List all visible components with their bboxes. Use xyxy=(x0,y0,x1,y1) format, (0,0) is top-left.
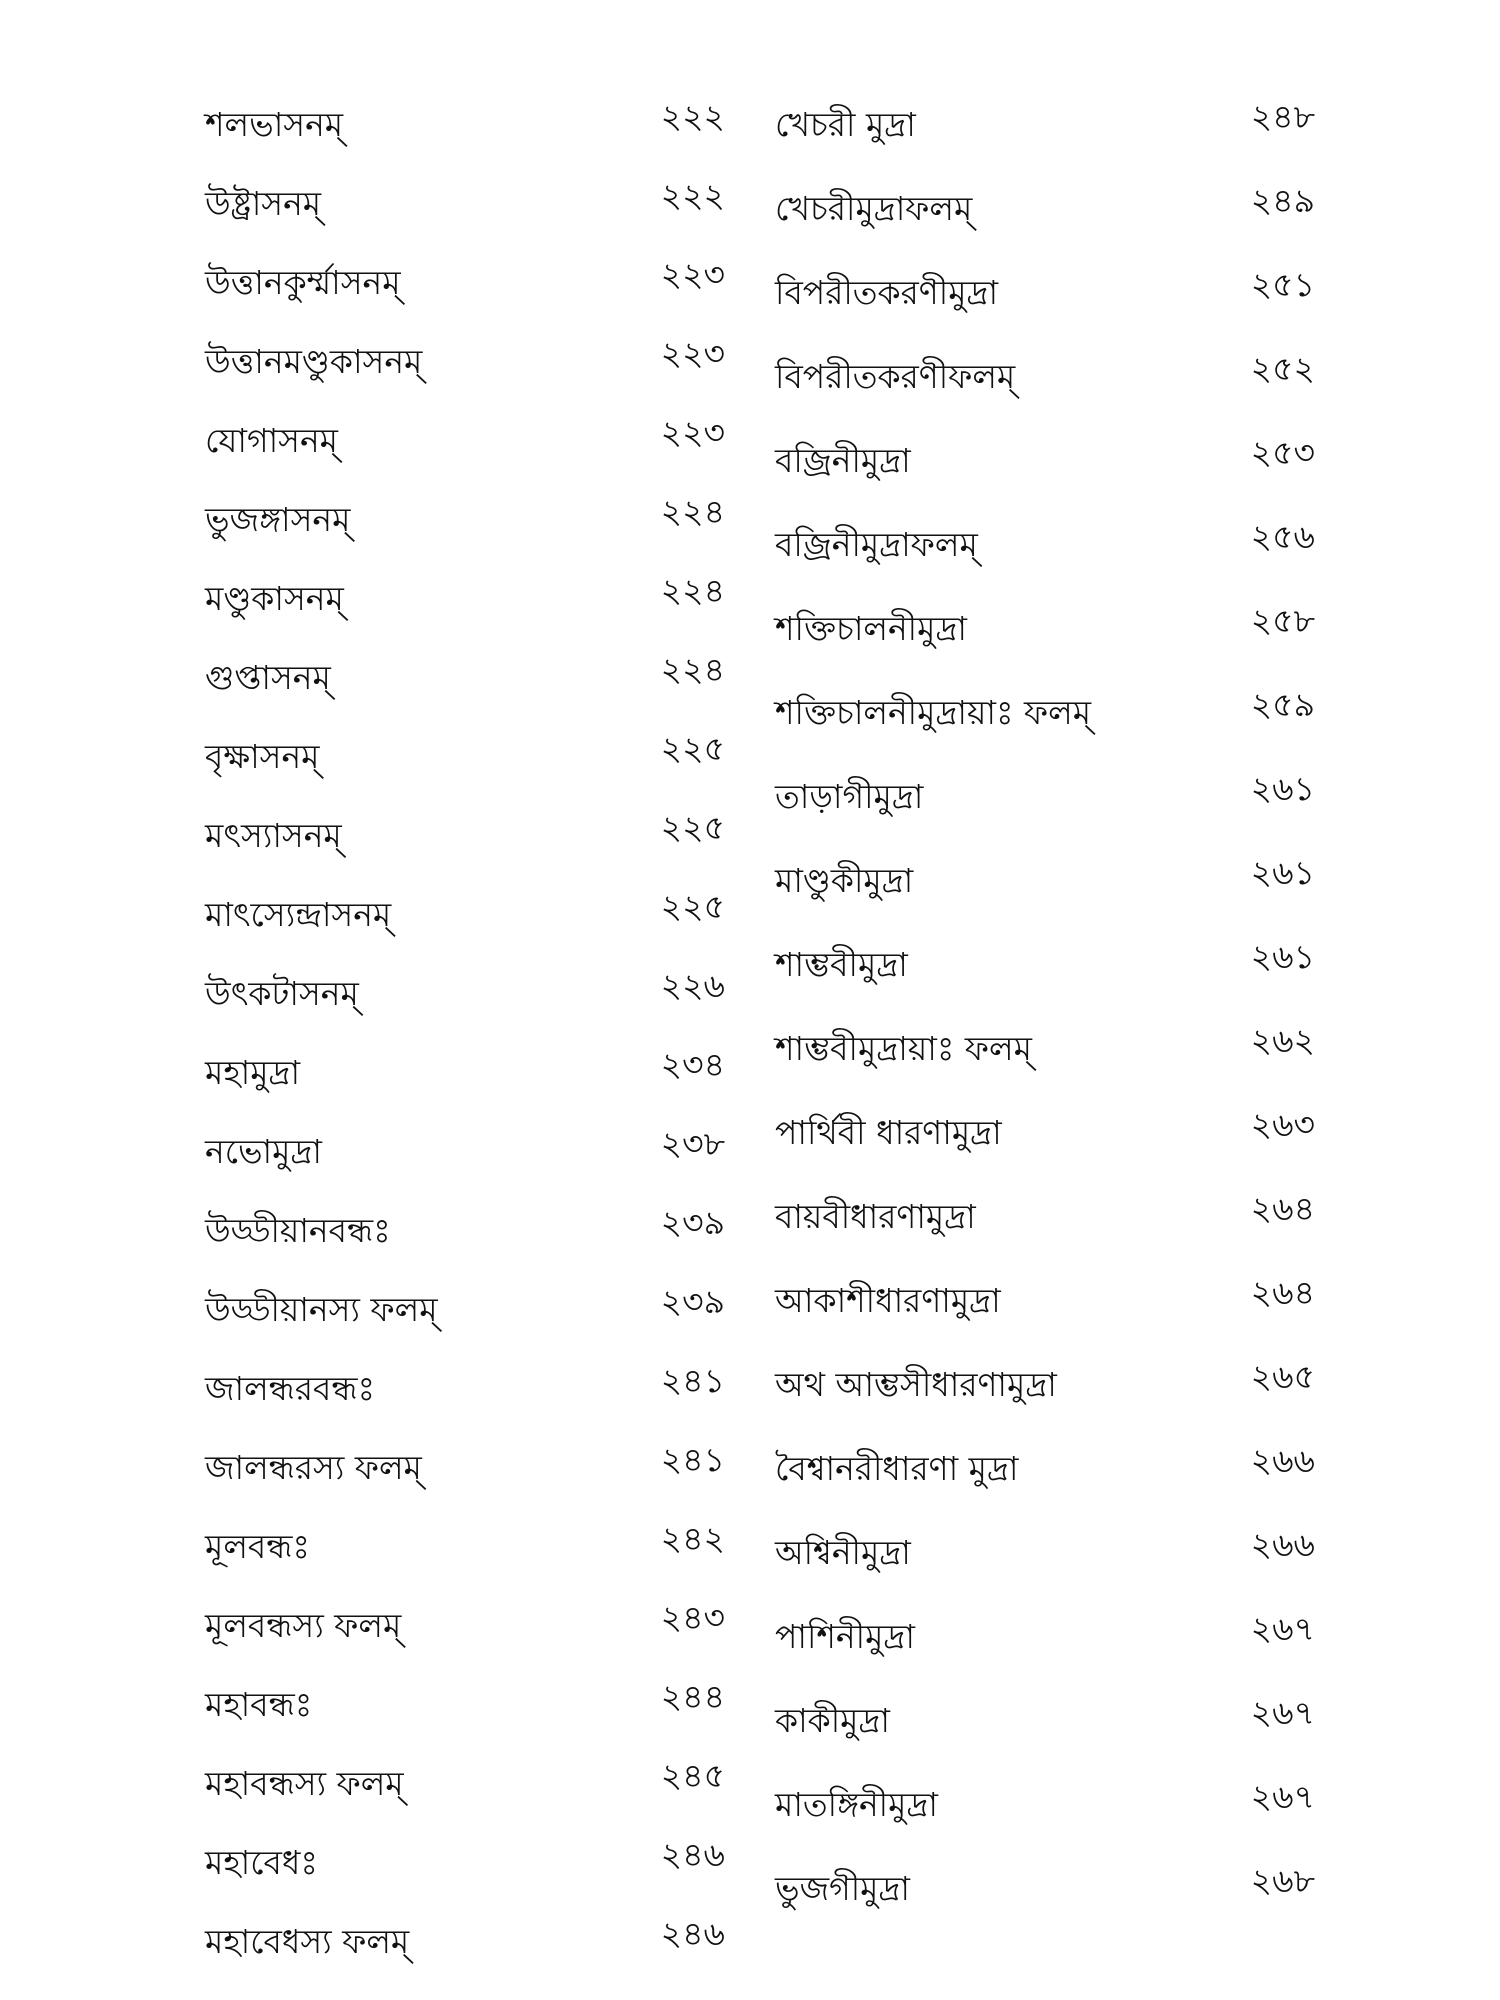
toc-entry-title: মাণ্ডুকীমুদ্রা xyxy=(775,861,914,900)
toc-entry xyxy=(775,1688,1315,1772)
toc-entry-page: ২২৩ xyxy=(660,255,725,294)
toc-entry xyxy=(775,1436,1315,1520)
toc-entry xyxy=(205,1909,725,1988)
toc-entry xyxy=(205,961,725,1040)
toc-entry xyxy=(775,1856,1315,1940)
toc-entry xyxy=(775,680,1315,764)
toc-entry-title: বায়বীধারণামুদ্রা xyxy=(775,1197,976,1236)
toc-entry xyxy=(775,428,1315,512)
toc-entry xyxy=(205,724,725,803)
toc-entry-page: ২৬১ xyxy=(1250,769,1315,808)
toc-entry xyxy=(205,1356,725,1435)
toc-entry-title: অথ আম্ভসীধারণামুদ্রা xyxy=(775,1365,1057,1404)
toc-entry-title: গুপ্তাসনম্ xyxy=(205,658,331,697)
toc-entry-page: ২২৬ xyxy=(660,966,725,1005)
toc-entry xyxy=(775,1772,1315,1856)
toc-entry-title: খেচরীমুদ্রাফলম্ xyxy=(775,189,973,228)
toc-entry-page: ২৫২ xyxy=(1250,349,1315,388)
toc-entry-page: ২৪৬ xyxy=(660,1914,725,1953)
toc-entry xyxy=(205,487,725,566)
toc-entry-title: উড্ডীয়ানবন্ধঃ xyxy=(205,1211,391,1250)
toc-entry xyxy=(775,848,1315,932)
toc-entry-title: ভুজঙ্গাসনম্ xyxy=(205,500,351,539)
toc-entry xyxy=(205,803,725,882)
toc-entry-page: ২৪৩ xyxy=(660,1598,725,1637)
toc-entry xyxy=(775,1016,1315,1100)
toc-entry-title: উষ্ট্রাসনম্ xyxy=(205,184,322,223)
toc-entry xyxy=(205,1751,725,1830)
toc-entry xyxy=(775,596,1315,680)
toc-entry-page: ২৬৩ xyxy=(1250,1105,1315,1144)
toc-entry xyxy=(205,329,725,408)
toc-entry xyxy=(205,882,725,961)
toc-entry-page: ২৬১ xyxy=(1250,937,1315,976)
toc-entry-page: ২৪১ xyxy=(660,1361,725,1400)
toc-entry-page: ২৪১ xyxy=(660,1440,725,1479)
toc-entry-title: উড্ডীয়ানস্য ফলম্ xyxy=(205,1290,438,1329)
toc-left-column xyxy=(205,92,725,1988)
toc-entry xyxy=(205,1198,725,1277)
toc-entry xyxy=(775,1268,1315,1352)
toc-entry-title: ভুজগীমুদ্রা xyxy=(775,1869,911,1908)
toc-entry-title: বিপরীতকরণীমুদ্রা xyxy=(775,273,999,312)
toc-entry-page: ২৫৩ xyxy=(1250,433,1315,472)
toc-entry xyxy=(775,1520,1315,1604)
toc-entry-title: উত্তানকুর্ম্মাসনম্ xyxy=(205,263,401,302)
toc-entry-page: ২৩৮ xyxy=(660,1124,725,1163)
toc-entry-title: মহাবন্ধঃ xyxy=(205,1685,313,1724)
toc-entry-page: ২৩৯ xyxy=(660,1282,725,1321)
toc-entry-title: মৎস্যাসনম্ xyxy=(205,816,342,855)
toc-entry xyxy=(205,171,725,250)
toc-entry-page: ২৩৪ xyxy=(660,1045,725,1084)
toc-entry xyxy=(775,92,1315,176)
toc-entry-page: ২৬৬ xyxy=(1250,1525,1315,1564)
toc-entry xyxy=(205,92,725,171)
toc-entry xyxy=(205,1672,725,1751)
toc-entry-page: ২৪২ xyxy=(660,1519,725,1558)
toc-entry-page: ২৪৯ xyxy=(1250,181,1315,220)
toc-entry xyxy=(205,1830,725,1909)
toc-entry xyxy=(205,1593,725,1672)
toc-entry-title: মূলবন্ধস্য ফলম্ xyxy=(205,1606,402,1645)
toc-entry-title: মূলবন্ধঃ xyxy=(205,1527,311,1566)
toc-entry-title: জালন্ধরস্য ফলম্ xyxy=(205,1448,422,1487)
toc-entry-page: ২২৩ xyxy=(660,334,725,373)
toc-entry xyxy=(775,1604,1315,1688)
toc-entry-title: নভোমুদ্রা xyxy=(205,1132,322,1171)
toc-entry xyxy=(775,1352,1315,1436)
toc-entry xyxy=(775,1184,1315,1268)
toc-entry-page: ২৬৭ xyxy=(1250,1777,1315,1816)
toc-entry-page: ২২৫ xyxy=(660,729,725,768)
toc-entry xyxy=(775,176,1315,260)
toc-entry xyxy=(775,260,1315,344)
toc-entry xyxy=(205,250,725,329)
toc-entry-title: তাড়াগীমুদ্রা xyxy=(775,777,924,816)
toc-entry-page: ২৬৫ xyxy=(1250,1357,1315,1396)
toc-entry-page: ২৬১ xyxy=(1250,853,1315,892)
toc-entry xyxy=(205,1277,725,1356)
toc-entry-page: ২৬৬ xyxy=(1250,1441,1315,1480)
toc-entry-title: বৃক্ষাসনম্ xyxy=(205,737,320,776)
toc-entry xyxy=(205,1040,725,1119)
toc-entry-title: মহামুদ্রা xyxy=(205,1053,301,1092)
toc-entry-title: বৈশ্বানরীধারণা মুদ্রা xyxy=(775,1449,1019,1488)
toc-entry-title: মাতঙ্গিনীমুদ্রা xyxy=(775,1785,938,1824)
toc-entry-page: ২৬৪ xyxy=(1250,1189,1315,1228)
toc-entry-page: ২৬৮ xyxy=(1250,1861,1315,1900)
toc-entry-page: ২২৪ xyxy=(660,492,725,531)
toc-entry-title: আকাশীধারণামুদ্রা xyxy=(775,1281,1001,1320)
toc-entry-page: ২২৫ xyxy=(660,808,725,847)
toc-entry-title: পাশিনীমুদ্রা xyxy=(775,1617,915,1656)
toc-entry-title: শক্তিচালনীমুদ্রায়াঃ ফলম্ xyxy=(775,693,1092,732)
toc-entry-page: ২২৪ xyxy=(660,571,725,610)
toc-entry-page: ২৬২ xyxy=(1250,1021,1315,1060)
toc-entry-title: যোগাসনম্ xyxy=(205,421,338,460)
toc-entry-title: কাকীমুদ্রা xyxy=(775,1701,891,1740)
toc-entry-title: অশ্বিনীমুদ্রা xyxy=(775,1533,911,1572)
toc-entry-title: মহাবেধস্য ফলম্ xyxy=(205,1922,410,1961)
toc-entry-page: ২৫৬ xyxy=(1250,517,1315,556)
toc-entry-page: ২৬৪ xyxy=(1250,1273,1315,1312)
toc-entry-title: বিপরীতকরণীফলম্ xyxy=(775,357,1016,396)
toc-entry-title: মণ্ডুকাসনম্ xyxy=(205,579,344,618)
toc-entry-page: ২৫১ xyxy=(1250,265,1315,304)
toc-entry-page: ২৪৪ xyxy=(660,1677,725,1716)
toc-entry-title: বজ্রিনীমুদ্রা xyxy=(775,441,911,480)
toc-entry-title: শাম্ভবীমুদ্রায়াঃ ফলম্ xyxy=(775,1029,1032,1068)
toc-entry-title: মহাবন্ধস্য ফলম্ xyxy=(205,1764,404,1803)
toc-entry xyxy=(205,645,725,724)
toc-entry-title: উত্তানমণ্ডুকাসনম্ xyxy=(205,342,423,381)
toc-entry-title: মহাবেধঃ xyxy=(205,1843,318,1882)
toc-entry xyxy=(775,932,1315,1016)
toc-entry-page: ২৪৮ xyxy=(1250,97,1315,136)
toc-entry xyxy=(205,1435,725,1514)
toc-entry-title: উৎকটাসনম্ xyxy=(205,974,359,1013)
toc-entry-page: ২২৫ xyxy=(660,887,725,926)
toc-right-column xyxy=(775,92,1315,1940)
toc-entry-page: ২৪৬ xyxy=(660,1835,725,1874)
toc-entry xyxy=(775,512,1315,596)
toc-entry-page: ২৫৯ xyxy=(1250,685,1315,724)
toc-entry-title: শাম্ভবীমুদ্রা xyxy=(775,945,908,984)
toc-entry-page: ২২৩ xyxy=(660,413,725,452)
toc-entry xyxy=(775,764,1315,848)
toc-entry-title: মাৎস্যেন্দ্রাসনম্ xyxy=(205,895,392,934)
toc-entry xyxy=(205,1514,725,1593)
toc-entry-title: জালন্ধরবন্ধঃ xyxy=(205,1369,376,1408)
toc-entry-title: বজ্রিনীমুদ্রাফলম্ xyxy=(775,525,978,564)
toc-entry-page: ২৪৫ xyxy=(660,1756,725,1795)
toc-entry-page: ২৬৭ xyxy=(1250,1609,1315,1648)
toc-entry-title: শক্তিচালনীমুদ্রা xyxy=(775,609,967,648)
toc-entry-page: ২২২ xyxy=(660,176,725,215)
toc-entry-title: পার্থিবী ধারণামুদ্রা xyxy=(775,1113,1002,1152)
toc-entry xyxy=(775,1100,1315,1184)
toc-entry-page: ২৬৭ xyxy=(1250,1693,1315,1732)
toc-entry-page: ২৩৯ xyxy=(660,1203,725,1242)
toc-entry-page: ২৫৮ xyxy=(1250,601,1315,640)
toc-entry-title: খেচরী মুদ্রা xyxy=(775,105,916,144)
toc-entry-page: ২২৪ xyxy=(660,650,725,689)
toc-entry xyxy=(205,408,725,487)
toc-entry xyxy=(205,566,725,645)
toc-entry-page: ২২২ xyxy=(660,97,725,136)
toc-entry xyxy=(775,344,1315,428)
toc-entry-title: শলভাসনম্ xyxy=(205,105,344,144)
toc-entry xyxy=(205,1119,725,1198)
